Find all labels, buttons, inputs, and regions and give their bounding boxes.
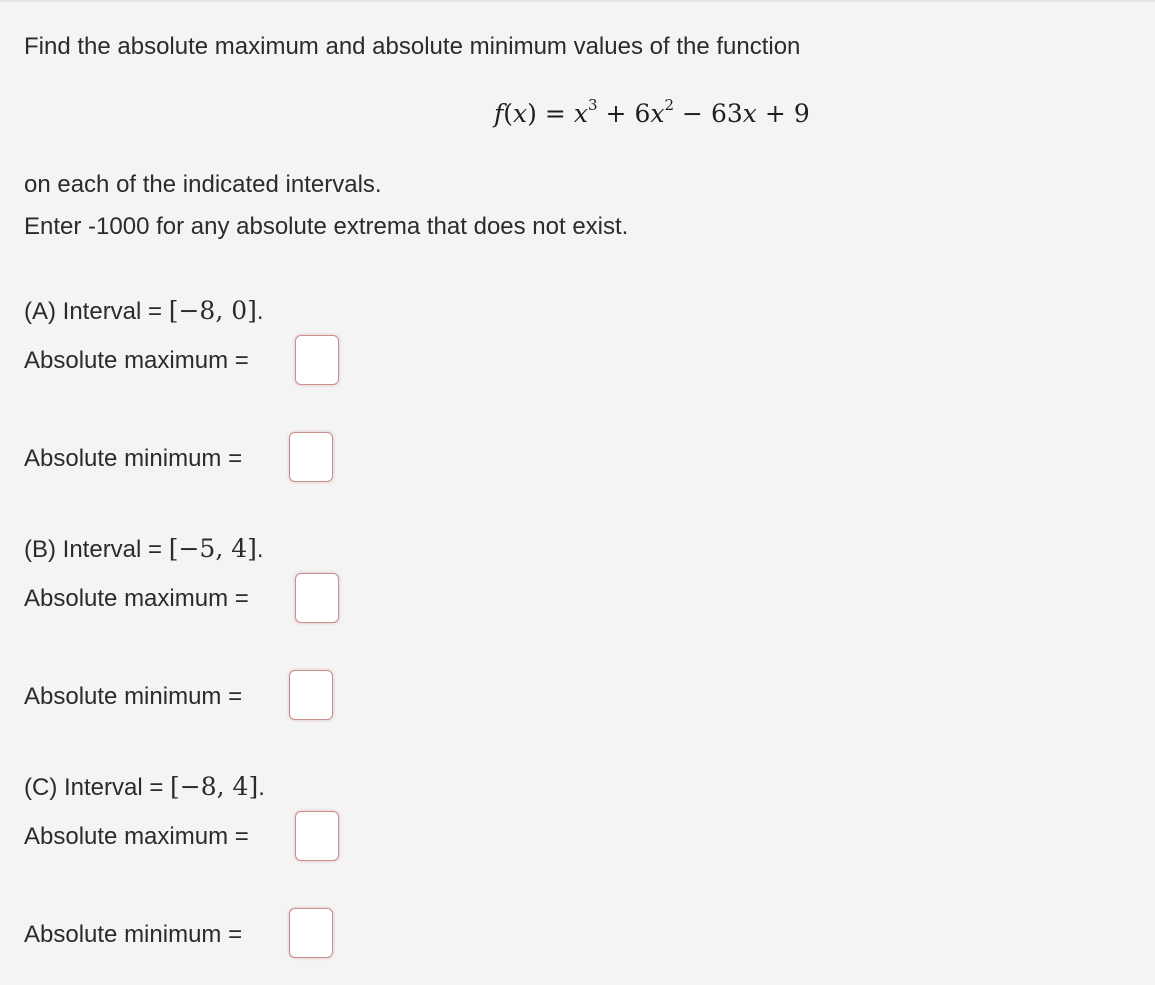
part-c-max-input[interactable] (295, 811, 339, 861)
part-c-min-input[interactable] (289, 908, 333, 958)
part-b-max-label: Absolute maximum = (24, 585, 249, 612)
part-a-max-input[interactable] (295, 335, 339, 385)
question-intervals-text: on each of the indicated intervals. (24, 171, 382, 198)
part-c-label: (C) Interval = (24, 774, 171, 801)
part-c-interval-value: [−8, 4] (170, 772, 259, 801)
formula-x: x (650, 99, 665, 128)
question-instruction: Enter -1000 for any absolute extrema that does not exist. (24, 213, 629, 240)
formula-f: f (494, 99, 504, 128)
part-c-max-label: Absolute maximum = (24, 823, 249, 850)
part-b-min-label: Absolute minimum = (24, 683, 243, 710)
part-a-label: (A) Interval = (24, 298, 169, 325)
formula-exp-2: 2 (664, 96, 675, 114)
question-intro: Find the absolute maximum and absolute minimum values of the function (24, 33, 801, 60)
part-b-interval: (B) Interval = [−5, 4]. (24, 534, 264, 563)
part-b-max-input[interactable] (295, 573, 339, 623)
formula-x: x (742, 99, 757, 128)
formula-coef-63: 63 (710, 99, 743, 128)
formula-exp-3: 3 (587, 96, 598, 114)
formula-coef-6: 6 (634, 99, 651, 128)
part-b-interval-value: [−5, 4] (168, 534, 257, 563)
part-b-min-input[interactable] (289, 670, 333, 720)
part-a-interval-value: [−8, 0] (168, 296, 257, 325)
formula-constant: 9 (793, 99, 810, 128)
part-a-min-label: Absolute minimum = (24, 445, 243, 472)
part-c-interval: (C) Interval = [−8, 4]. (24, 772, 265, 801)
part-b-label: (B) Interval = (24, 536, 169, 563)
part-c-min-label: Absolute minimum = (24, 921, 243, 948)
formula-x: x (513, 99, 528, 128)
part-a-interval: (A) Interval = [−8, 0]. (24, 296, 264, 325)
part-a-min-input[interactable] (289, 432, 333, 482)
top-divider (0, 0, 1155, 2)
part-a-max-label: Absolute maximum = (24, 347, 249, 374)
function-formula: $f(x) = x^3 + 6x^2 - 63x + 9$ (494, 96, 810, 128)
formula-x: x (573, 99, 588, 128)
